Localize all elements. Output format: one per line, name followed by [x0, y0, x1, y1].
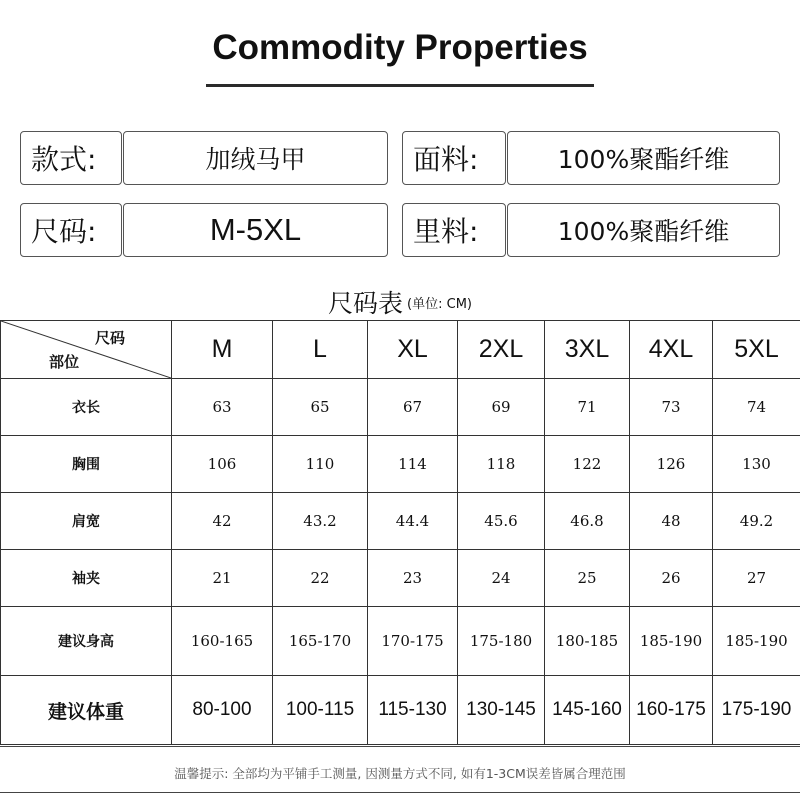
table-row: [1, 676, 800, 745]
table-row: [1, 379, 800, 436]
table-cell: 165-170: [273, 607, 368, 676]
table-cell: 106: [172, 436, 273, 493]
table-cell: 118: [458, 436, 545, 493]
fabric-label: 面料:: [402, 131, 506, 185]
table-cell: 122: [545, 436, 630, 493]
table-cell: 185-190: [713, 607, 800, 676]
table-cell: 21: [172, 550, 273, 607]
row-label: 肩宽: [1, 493, 172, 550]
row-label: 建议体重: [1, 676, 172, 745]
table-cell: 43.2: [273, 493, 368, 550]
table-cell: 26: [630, 550, 713, 607]
fabric-value: 100%聚酯纤维: [507, 131, 780, 185]
style-value: 加绒马甲: [123, 131, 388, 185]
corner-cell: [1, 321, 172, 379]
row-label: 衣长: [1, 379, 172, 436]
table-cell: 115-130: [368, 676, 458, 745]
corner-diagonal: [1, 321, 171, 378]
table-cell: 49.2: [713, 493, 800, 550]
table-cell: 65: [273, 379, 368, 436]
size-header-l: L: [273, 321, 368, 379]
size-header-m: M: [172, 321, 273, 379]
style-label: 款式:: [20, 131, 122, 185]
lining-label: 里料:: [402, 203, 506, 257]
table-row: [1, 550, 800, 607]
row-label: 建议身高: [1, 607, 172, 676]
corner-size-label: 尺码: [94, 329, 125, 347]
table-cell: 23: [368, 550, 458, 607]
table-cell: 45.6: [458, 493, 545, 550]
size-chart-heading: [0, 284, 800, 320]
table-cell: 80-100: [172, 676, 273, 745]
table-cell: 42: [172, 493, 273, 550]
table-row: [1, 493, 800, 550]
table-cell: 114: [368, 436, 458, 493]
footnote-bottom-rule: [0, 792, 800, 793]
table-cell: 170-175: [368, 607, 458, 676]
table-row: [1, 607, 800, 676]
table-cell: 22: [273, 550, 368, 607]
table-cell: 175-180: [458, 607, 545, 676]
table-cell: 175-190: [713, 676, 800, 745]
size-table: [0, 320, 800, 745]
table-cell: 110: [273, 436, 368, 493]
table-cell: 48: [630, 493, 713, 550]
table-row: [1, 436, 800, 493]
table-cell: 130: [713, 436, 800, 493]
footnote-top-rule: [0, 746, 800, 747]
table-cell: 25: [545, 550, 630, 607]
table-cell: 44.4: [368, 493, 458, 550]
table-cell: 185-190: [630, 607, 713, 676]
table-cell: 27: [713, 550, 800, 607]
corner-part-label: 部位: [49, 353, 80, 371]
table-cell: 67: [368, 379, 458, 436]
table-cell: 73: [630, 379, 713, 436]
table-cell: 145-160: [545, 676, 630, 745]
size-header-xl: XL: [368, 321, 458, 379]
size-header-row: [1, 321, 800, 379]
table-cell: 69: [458, 379, 545, 436]
table-cell: 180-185: [545, 607, 630, 676]
lining-value: 100%聚酯纤维: [507, 203, 780, 257]
table-cell: 24: [458, 550, 545, 607]
size-label: 尺码:: [20, 203, 122, 257]
table-cell: 126: [630, 436, 713, 493]
table-cell: 71: [545, 379, 630, 436]
size-value: M-5XL: [123, 203, 388, 257]
page-title: Commodity Properties: [212, 28, 588, 67]
table-cell: 160-165: [172, 607, 273, 676]
size-header-4xl: 4XL: [630, 321, 713, 379]
title-underline: [206, 84, 594, 87]
row-label: 袖夹: [1, 550, 172, 607]
table-cell: 74: [713, 379, 800, 436]
row-label: 胸围: [1, 436, 172, 493]
table-cell: 46.8: [545, 493, 630, 550]
footnote: 温馨提示: 全部均为平铺手工测量, 因测量方式不同, 如有1-3CM误差皆属合理范围: [174, 766, 626, 781]
size-chart-unit: (单位: CM): [407, 296, 472, 312]
table-cell: 160-175: [630, 676, 713, 745]
size-chart-title: 尺码表: [328, 289, 404, 318]
size-header-3xl: 3XL: [545, 321, 630, 379]
table-cell: 63: [172, 379, 273, 436]
table-cell: 130-145: [458, 676, 545, 745]
size-header-5xl: 5XL: [713, 321, 800, 379]
table-cell: 100-115: [273, 676, 368, 745]
size-header-2xl: 2XL: [458, 321, 545, 379]
